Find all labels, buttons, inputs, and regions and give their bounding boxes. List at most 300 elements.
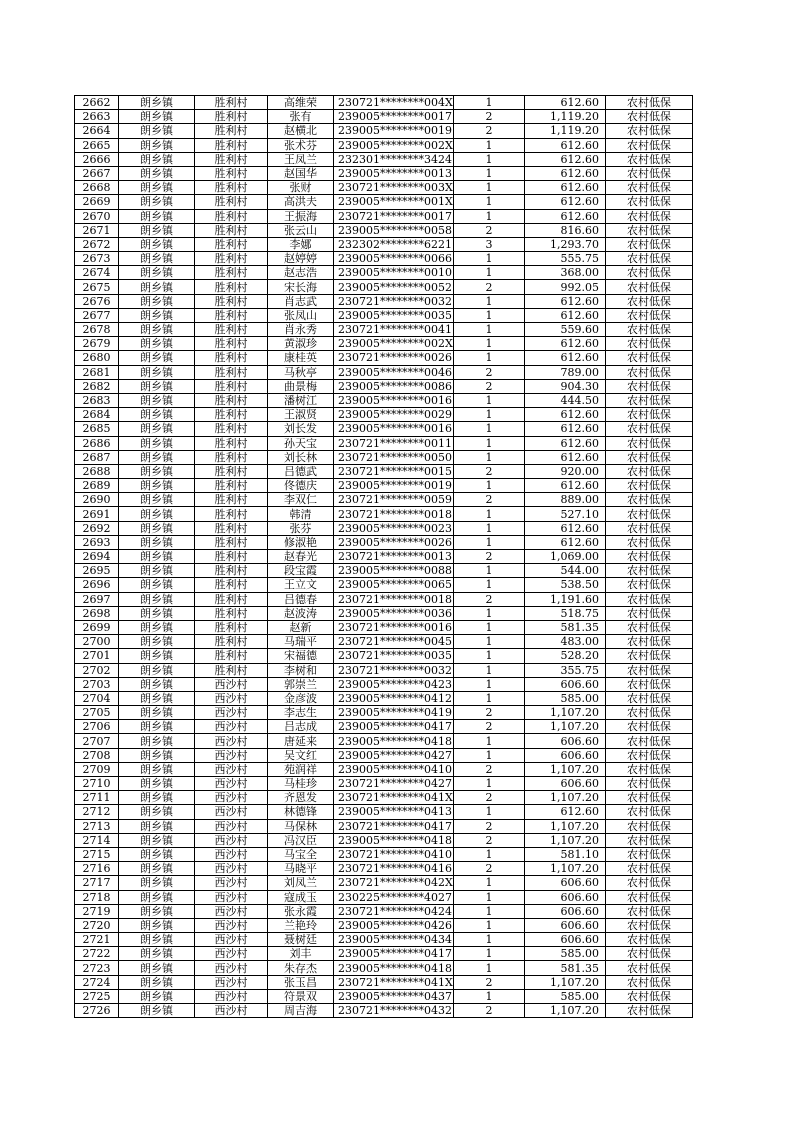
- table-row: [75, 393, 693, 407]
- household-size-cell: 1: [454, 620, 525, 634]
- name-cell: 王凤兰: [268, 152, 334, 166]
- name-cell: 朱存杰: [268, 961, 334, 975]
- assistance-type-cell: 农村低保: [606, 323, 693, 337]
- assistance-type-cell: 农村低保: [606, 890, 693, 904]
- household-size-cell: 1: [454, 195, 525, 209]
- amount-cell: 612.60: [525, 152, 606, 166]
- amount-cell: 527.10: [525, 507, 606, 521]
- id-number-cell: 230721********0432: [334, 1004, 454, 1018]
- village-cell: 胜利村: [195, 294, 268, 308]
- table-row: [75, 635, 693, 649]
- assistance-type-cell: 农村低保: [606, 464, 693, 478]
- name-cell: 马保林: [268, 819, 334, 833]
- id-number-cell: 230721********0013: [334, 550, 454, 564]
- amount-cell: 612.60: [525, 96, 606, 110]
- id-number-cell: 230225********4027: [334, 890, 454, 904]
- name-cell: 马秋亭: [268, 365, 334, 379]
- village-cell: 胜利村: [195, 138, 268, 152]
- name-cell: 齐恩发: [268, 791, 334, 805]
- row-number: 2698: [75, 606, 119, 620]
- town-cell: 朗乡镇: [119, 124, 195, 138]
- id-number-cell: 239005********0418: [334, 734, 454, 748]
- town-cell: 朗乡镇: [119, 209, 195, 223]
- table-row: [75, 1004, 693, 1018]
- town-cell: 朗乡镇: [119, 819, 195, 833]
- table-row: [75, 110, 693, 124]
- assistance-type-cell: 农村低保: [606, 592, 693, 606]
- row-number: 2718: [75, 890, 119, 904]
- table-row: [75, 791, 693, 805]
- household-size-cell: 1: [454, 989, 525, 1003]
- name-cell: 赵志浩: [268, 266, 334, 280]
- amount-cell: 612.60: [525, 436, 606, 450]
- assistance-type-cell: 农村低保: [606, 564, 693, 578]
- assistance-type-cell: 农村低保: [606, 351, 693, 365]
- name-cell: 李树和: [268, 663, 334, 677]
- town-cell: 朗乡镇: [119, 280, 195, 294]
- village-cell: 胜利村: [195, 493, 268, 507]
- amount-cell: 612.60: [525, 209, 606, 223]
- town-cell: 朗乡镇: [119, 933, 195, 947]
- id-number-cell: 239005********0434: [334, 933, 454, 947]
- assistance-type-cell: 农村低保: [606, 677, 693, 691]
- household-size-cell: 1: [454, 209, 525, 223]
- village-cell: 胜利村: [195, 166, 268, 180]
- village-cell: 胜利村: [195, 124, 268, 138]
- village-cell: 胜利村: [195, 110, 268, 124]
- amount-cell: 612.60: [525, 138, 606, 152]
- village-cell: 胜利村: [195, 635, 268, 649]
- name-cell: 苑润祥: [268, 762, 334, 776]
- assistance-type-cell: 农村低保: [606, 237, 693, 251]
- assistance-type-cell: 农村低保: [606, 266, 693, 280]
- table-row: [75, 975, 693, 989]
- village-cell: 胜利村: [195, 237, 268, 251]
- table-row: [75, 606, 693, 620]
- village-cell: 西沙村: [195, 876, 268, 890]
- table-row: [75, 961, 693, 975]
- table-row: [75, 152, 693, 166]
- row-number: 2686: [75, 436, 119, 450]
- row-number: 2725: [75, 989, 119, 1003]
- town-cell: 朗乡镇: [119, 734, 195, 748]
- row-number: 2714: [75, 833, 119, 847]
- assistance-type-cell: 农村低保: [606, 280, 693, 294]
- id-number-cell: 239005********0410: [334, 762, 454, 776]
- row-number: 2704: [75, 691, 119, 705]
- household-size-cell: 2: [454, 280, 525, 294]
- row-number: 2710: [75, 777, 119, 791]
- row-number: 2724: [75, 975, 119, 989]
- household-size-cell: 1: [454, 876, 525, 890]
- household-size-cell: 1: [454, 479, 525, 493]
- household-size-cell: 1: [454, 805, 525, 819]
- town-cell: 朗乡镇: [119, 365, 195, 379]
- id-number-cell: 239005********0427: [334, 748, 454, 762]
- name-cell: 赵春光: [268, 550, 334, 564]
- town-cell: 朗乡镇: [119, 138, 195, 152]
- town-cell: 朗乡镇: [119, 252, 195, 266]
- row-number: 2711: [75, 791, 119, 805]
- amount-cell: 606.60: [525, 876, 606, 890]
- name-cell: 聂树廷: [268, 933, 334, 947]
- village-cell: 胜利村: [195, 436, 268, 450]
- village-cell: 胜利村: [195, 280, 268, 294]
- row-number: 2720: [75, 918, 119, 932]
- name-cell: 孙天宝: [268, 436, 334, 450]
- name-cell: 马晓平: [268, 862, 334, 876]
- row-number: 2695: [75, 564, 119, 578]
- household-size-cell: 1: [454, 578, 525, 592]
- household-size-cell: 1: [454, 748, 525, 762]
- row-number: 2687: [75, 450, 119, 464]
- row-number: 2680: [75, 351, 119, 365]
- table-row: [75, 450, 693, 464]
- row-number: 2693: [75, 535, 119, 549]
- town-cell: 朗乡镇: [119, 550, 195, 564]
- assistance-type-cell: 农村低保: [606, 209, 693, 223]
- village-cell: 胜利村: [195, 535, 268, 549]
- amount-cell: 544.00: [525, 564, 606, 578]
- amount-cell: 612.60: [525, 450, 606, 464]
- amount-cell: 355.75: [525, 663, 606, 677]
- id-number-cell: 239005********002X: [334, 337, 454, 351]
- row-number: 2707: [75, 734, 119, 748]
- name-cell: 李志生: [268, 706, 334, 720]
- amount-cell: 612.60: [525, 195, 606, 209]
- village-cell: 胜利村: [195, 592, 268, 606]
- id-number-cell: 230721********0018: [334, 507, 454, 521]
- id-number-cell: 239005********0019: [334, 124, 454, 138]
- town-cell: 朗乡镇: [119, 393, 195, 407]
- assistance-type-cell: 农村低保: [606, 876, 693, 890]
- household-size-cell: 2: [454, 464, 525, 478]
- row-number: 2674: [75, 266, 119, 280]
- table-row: [75, 592, 693, 606]
- assistance-type-cell: 农村低保: [606, 138, 693, 152]
- village-cell: 胜利村: [195, 252, 268, 266]
- id-number-cell: 230721********0041: [334, 323, 454, 337]
- id-number-cell: 239005********0035: [334, 308, 454, 322]
- village-cell: 胜利村: [195, 266, 268, 280]
- household-size-cell: 1: [454, 535, 525, 549]
- name-cell: 潘树江: [268, 393, 334, 407]
- row-number: 2676: [75, 294, 119, 308]
- town-cell: 朗乡镇: [119, 975, 195, 989]
- household-size-cell: 1: [454, 521, 525, 535]
- town-cell: 朗乡镇: [119, 606, 195, 620]
- household-size-cell: 1: [454, 635, 525, 649]
- assistance-type-cell: 农村低保: [606, 96, 693, 110]
- amount-cell: 581.35: [525, 620, 606, 634]
- amount-cell: 1,107.20: [525, 1004, 606, 1018]
- table-body: [75, 96, 693, 1018]
- town-cell: 朗乡镇: [119, 890, 195, 904]
- village-cell: 胜利村: [195, 323, 268, 337]
- id-number-cell: 239005********0019: [334, 479, 454, 493]
- name-cell: 刘凤兰: [268, 876, 334, 890]
- assistance-type-cell: 农村低保: [606, 620, 693, 634]
- table-row: [75, 620, 693, 634]
- assistance-type-cell: 农村低保: [606, 479, 693, 493]
- row-number: 2678: [75, 323, 119, 337]
- assistance-type-cell: 农村低保: [606, 833, 693, 847]
- village-cell: 胜利村: [195, 464, 268, 478]
- household-size-cell: 1: [454, 507, 525, 521]
- row-number: 2705: [75, 706, 119, 720]
- amount-cell: 559.60: [525, 323, 606, 337]
- id-number-cell: 230721********0032: [334, 663, 454, 677]
- name-cell: 唐延来: [268, 734, 334, 748]
- village-cell: 西沙村: [195, 933, 268, 947]
- town-cell: 朗乡镇: [119, 961, 195, 975]
- village-cell: 胜利村: [195, 507, 268, 521]
- amount-cell: 1,107.20: [525, 706, 606, 720]
- assistance-type-cell: 农村低保: [606, 847, 693, 861]
- amount-cell: 612.60: [525, 521, 606, 535]
- village-cell: 西沙村: [195, 805, 268, 819]
- id-number-cell: 230721********0015: [334, 464, 454, 478]
- assistance-type-cell: 农村低保: [606, 805, 693, 819]
- id-number-cell: 230721********0035: [334, 649, 454, 663]
- row-number: 2691: [75, 507, 119, 521]
- assistance-type-cell: 农村低保: [606, 436, 693, 450]
- village-cell: 胜利村: [195, 663, 268, 677]
- town-cell: 朗乡镇: [119, 294, 195, 308]
- row-number: 2664: [75, 124, 119, 138]
- assistance-type-cell: 农村低保: [606, 166, 693, 180]
- household-size-cell: 1: [454, 266, 525, 280]
- town-cell: 朗乡镇: [119, 918, 195, 932]
- table-row: [75, 237, 693, 251]
- household-size-cell: 2: [454, 791, 525, 805]
- id-number-cell: 230721********0026: [334, 351, 454, 365]
- town-cell: 朗乡镇: [119, 649, 195, 663]
- table-row: [75, 422, 693, 436]
- assistance-type-cell: 农村低保: [606, 308, 693, 322]
- town-cell: 朗乡镇: [119, 748, 195, 762]
- village-cell: 胜利村: [195, 337, 268, 351]
- household-size-cell: 1: [454, 323, 525, 337]
- town-cell: 朗乡镇: [119, 904, 195, 918]
- assistance-type-cell: 农村低保: [606, 777, 693, 791]
- household-size-cell: 2: [454, 493, 525, 507]
- household-size-cell: 1: [454, 181, 525, 195]
- table-row: [75, 904, 693, 918]
- row-number: 2672: [75, 237, 119, 251]
- household-size-cell: 1: [454, 847, 525, 861]
- amount-cell: 612.60: [525, 479, 606, 493]
- name-cell: 刘长林: [268, 450, 334, 464]
- household-size-cell: 1: [454, 663, 525, 677]
- town-cell: 朗乡镇: [119, 521, 195, 535]
- row-number: 2670: [75, 209, 119, 223]
- household-size-cell: 2: [454, 365, 525, 379]
- name-cell: 张凤山: [268, 308, 334, 322]
- id-number-cell: 230721********0011: [334, 436, 454, 450]
- id-number-cell: 232302********6221: [334, 237, 454, 251]
- id-number-cell: 239005********0026: [334, 535, 454, 549]
- table-row: [75, 436, 693, 450]
- row-number: 2681: [75, 365, 119, 379]
- row-number: 2685: [75, 422, 119, 436]
- name-cell: 吴文红: [268, 748, 334, 762]
- id-number-cell: 239005********0426: [334, 918, 454, 932]
- amount-cell: 606.60: [525, 918, 606, 932]
- row-number: 2666: [75, 152, 119, 166]
- id-number-cell: 239005********0412: [334, 691, 454, 705]
- assistance-type-cell: 农村低保: [606, 294, 693, 308]
- village-cell: 西沙村: [195, 947, 268, 961]
- table-row: [75, 819, 693, 833]
- amount-cell: 483.00: [525, 635, 606, 649]
- amount-cell: 612.60: [525, 308, 606, 322]
- name-cell: 段宝霞: [268, 564, 334, 578]
- village-cell: 胜利村: [195, 564, 268, 578]
- amount-cell: 528.20: [525, 649, 606, 663]
- id-number-cell: 232301********3424: [334, 152, 454, 166]
- row-number: 2667: [75, 166, 119, 180]
- id-number-cell: 230721********0050: [334, 450, 454, 464]
- table-row: [75, 762, 693, 776]
- table-row: [75, 677, 693, 691]
- name-cell: 刘长发: [268, 422, 334, 436]
- row-number: 2719: [75, 904, 119, 918]
- table-row: [75, 493, 693, 507]
- table-row: [75, 351, 693, 365]
- household-size-cell: 2: [454, 833, 525, 847]
- name-cell: 李娜: [268, 237, 334, 251]
- household-size-cell: 1: [454, 408, 525, 422]
- table-row: [75, 663, 693, 677]
- assistance-type-cell: 农村低保: [606, 933, 693, 947]
- name-cell: 肖志武: [268, 294, 334, 308]
- assistance-type-cell: 农村低保: [606, 606, 693, 620]
- town-cell: 朗乡镇: [119, 195, 195, 209]
- name-cell: 高维荣: [268, 96, 334, 110]
- name-cell: 刘丰: [268, 947, 334, 961]
- amount-cell: 612.60: [525, 337, 606, 351]
- amount-cell: 1,119.20: [525, 124, 606, 138]
- village-cell: 胜利村: [195, 620, 268, 634]
- table-row: [75, 706, 693, 720]
- village-cell: 西沙村: [195, 833, 268, 847]
- town-cell: 朗乡镇: [119, 805, 195, 819]
- household-size-cell: 2: [454, 124, 525, 138]
- household-size-cell: 1: [454, 393, 525, 407]
- town-cell: 朗乡镇: [119, 323, 195, 337]
- name-cell: 韩清: [268, 507, 334, 521]
- table-row: [75, 464, 693, 478]
- row-number: 2675: [75, 280, 119, 294]
- table-row: [75, 365, 693, 379]
- household-size-cell: 1: [454, 252, 525, 266]
- id-number-cell: 230721********0045: [334, 635, 454, 649]
- row-number: 2700: [75, 635, 119, 649]
- name-cell: 张有: [268, 110, 334, 124]
- row-number: 2721: [75, 933, 119, 947]
- amount-cell: 585.00: [525, 691, 606, 705]
- town-cell: 朗乡镇: [119, 450, 195, 464]
- id-number-cell: 239005********0017: [334, 110, 454, 124]
- amount-cell: 518.75: [525, 606, 606, 620]
- village-cell: 西沙村: [195, 677, 268, 691]
- assistance-type-cell: 农村低保: [606, 720, 693, 734]
- amount-cell: 1,107.20: [525, 720, 606, 734]
- id-number-cell: 230721********0416: [334, 862, 454, 876]
- name-cell: 李双仁: [268, 493, 334, 507]
- village-cell: 胜利村: [195, 550, 268, 564]
- id-number-cell: 230721********041X: [334, 975, 454, 989]
- amount-cell: 538.50: [525, 578, 606, 592]
- amount-cell: 581.10: [525, 847, 606, 861]
- name-cell: 吕德武: [268, 464, 334, 478]
- assistance-type-cell: 农村低保: [606, 181, 693, 195]
- name-cell: 马桂珍: [268, 777, 334, 791]
- row-number: 2696: [75, 578, 119, 592]
- table-row: [75, 805, 693, 819]
- assistance-type-cell: 农村低保: [606, 578, 693, 592]
- row-number: 2697: [75, 592, 119, 606]
- village-cell: 西沙村: [195, 890, 268, 904]
- town-cell: 朗乡镇: [119, 479, 195, 493]
- name-cell: 郭崇兰: [268, 677, 334, 691]
- household-size-cell: 1: [454, 777, 525, 791]
- id-number-cell: 230721********0417: [334, 819, 454, 833]
- table-row: [75, 521, 693, 535]
- table-row: [75, 691, 693, 705]
- id-number-cell: 230721********042X: [334, 876, 454, 890]
- town-cell: 朗乡镇: [119, 308, 195, 322]
- row-number: 2722: [75, 947, 119, 961]
- table-row: [75, 280, 693, 294]
- id-number-cell: 239005********0010: [334, 266, 454, 280]
- table-row: [75, 209, 693, 223]
- table-row: [75, 308, 693, 322]
- amount-cell: 612.60: [525, 805, 606, 819]
- table-row: [75, 138, 693, 152]
- assistance-type-cell: 农村低保: [606, 904, 693, 918]
- amount-cell: 612.60: [525, 294, 606, 308]
- town-cell: 朗乡镇: [119, 663, 195, 677]
- village-cell: 西沙村: [195, 706, 268, 720]
- name-cell: 佟德庆: [268, 479, 334, 493]
- assistance-type-cell: 农村低保: [606, 734, 693, 748]
- id-number-cell: 230721********0016: [334, 620, 454, 634]
- row-number: 2726: [75, 1004, 119, 1018]
- row-number: 2708: [75, 748, 119, 762]
- table-row: [75, 876, 693, 890]
- id-number-cell: 239005********0066: [334, 252, 454, 266]
- row-number: 2713: [75, 819, 119, 833]
- amount-cell: 789.00: [525, 365, 606, 379]
- amount-cell: 1,293.70: [525, 237, 606, 251]
- assistance-type-cell: 农村低保: [606, 975, 693, 989]
- town-cell: 朗乡镇: [119, 351, 195, 365]
- id-number-cell: 230721********0424: [334, 904, 454, 918]
- village-cell: 胜利村: [195, 393, 268, 407]
- row-number: 2673: [75, 252, 119, 266]
- household-size-cell: 1: [454, 947, 525, 961]
- id-number-cell: 230721********003X: [334, 181, 454, 195]
- name-cell: 王淑贤: [268, 408, 334, 422]
- town-cell: 朗乡镇: [119, 847, 195, 861]
- household-size-cell: 1: [454, 166, 525, 180]
- amount-cell: 606.60: [525, 890, 606, 904]
- town-cell: 朗乡镇: [119, 237, 195, 251]
- name-cell: 张术芬: [268, 138, 334, 152]
- table-row: [75, 507, 693, 521]
